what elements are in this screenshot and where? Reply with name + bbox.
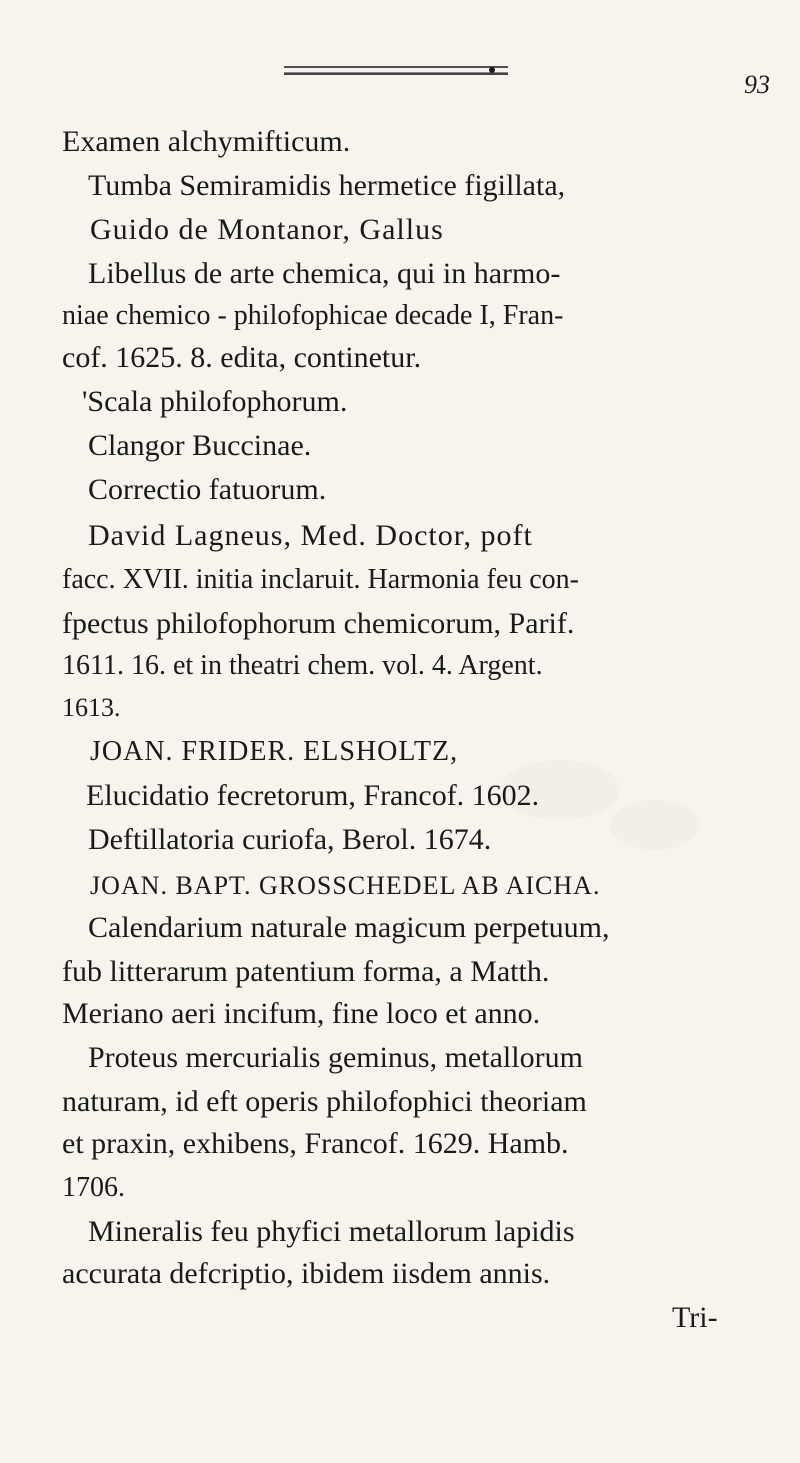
entry-title: Proteus mercurialis geminus, metallorum	[88, 1041, 583, 1074]
entry-title: 'Scala philofophorum.	[82, 385, 348, 418]
entry-title: Deftillatoria curiofa, Berol. 1674.	[88, 823, 492, 856]
entry-title: Clangor Buccinae.	[88, 429, 312, 462]
entry-line: et praxin, exhibens, Francof. 1629. Hamb.	[62, 1127, 569, 1160]
entry-line: niae chemico - philofophicae decade I, Fran-	[62, 300, 564, 331]
entry-title: Correctio fatuorum.	[88, 473, 327, 506]
entry-title: Mineralis feu phyfici metallorum lapidis	[88, 1215, 575, 1248]
entry-line: fub litterarum patentium forma, a Matth.	[62, 955, 550, 988]
author-heading: JOAN. BAPT. GROSSCHEDEL AB AICHA.	[90, 871, 601, 900]
entry-line: naturam, id eft operis philofophici theoriam	[62, 1085, 587, 1118]
entry-line: facc. XVII. initia inclaruit. Harmonia feu con-	[62, 564, 580, 595]
paper-stain	[610, 800, 700, 850]
page-number: 93	[744, 70, 770, 99]
entry-line: Libellus de arte chemica, qui in harmo-	[88, 257, 561, 290]
entry-line: 1706.	[62, 1172, 125, 1203]
author-heading: David Lagneus, Med. Doctor, poft	[88, 519, 533, 552]
header-rule	[284, 64, 508, 78]
entry-line: accurata defcriptio, ibidem iisdem annis.	[62, 1257, 551, 1290]
entry-title: Elucidatio fecretorum, Francof. 1602.	[86, 779, 540, 812]
section-heading: Examen alchymifticum.	[62, 125, 351, 158]
entry-line: cof. 1625. 8. edita, continetur.	[62, 341, 422, 374]
entry-line: Meriano aeri incifum, fine loco et anno.	[62, 997, 541, 1030]
entry-line: fpectus philofophorum chemicorum, Parif.	[62, 607, 575, 640]
entry-line: 1611. 16. et in theatri chem. vol. 4. Argent.	[62, 650, 543, 681]
entry-title: Calendarium naturale magicum perpetuum,	[88, 911, 610, 944]
entry-title: Tumba Semiramidis hermetice figillata,	[88, 169, 566, 202]
author-heading: Guido de Montanor, Gallus	[90, 213, 444, 246]
entry-line: 1613.	[62, 693, 121, 722]
catchword: Tri-	[672, 1301, 718, 1334]
author-heading: JOAN. FRIDER. ELSHOLTZ,	[90, 736, 459, 767]
